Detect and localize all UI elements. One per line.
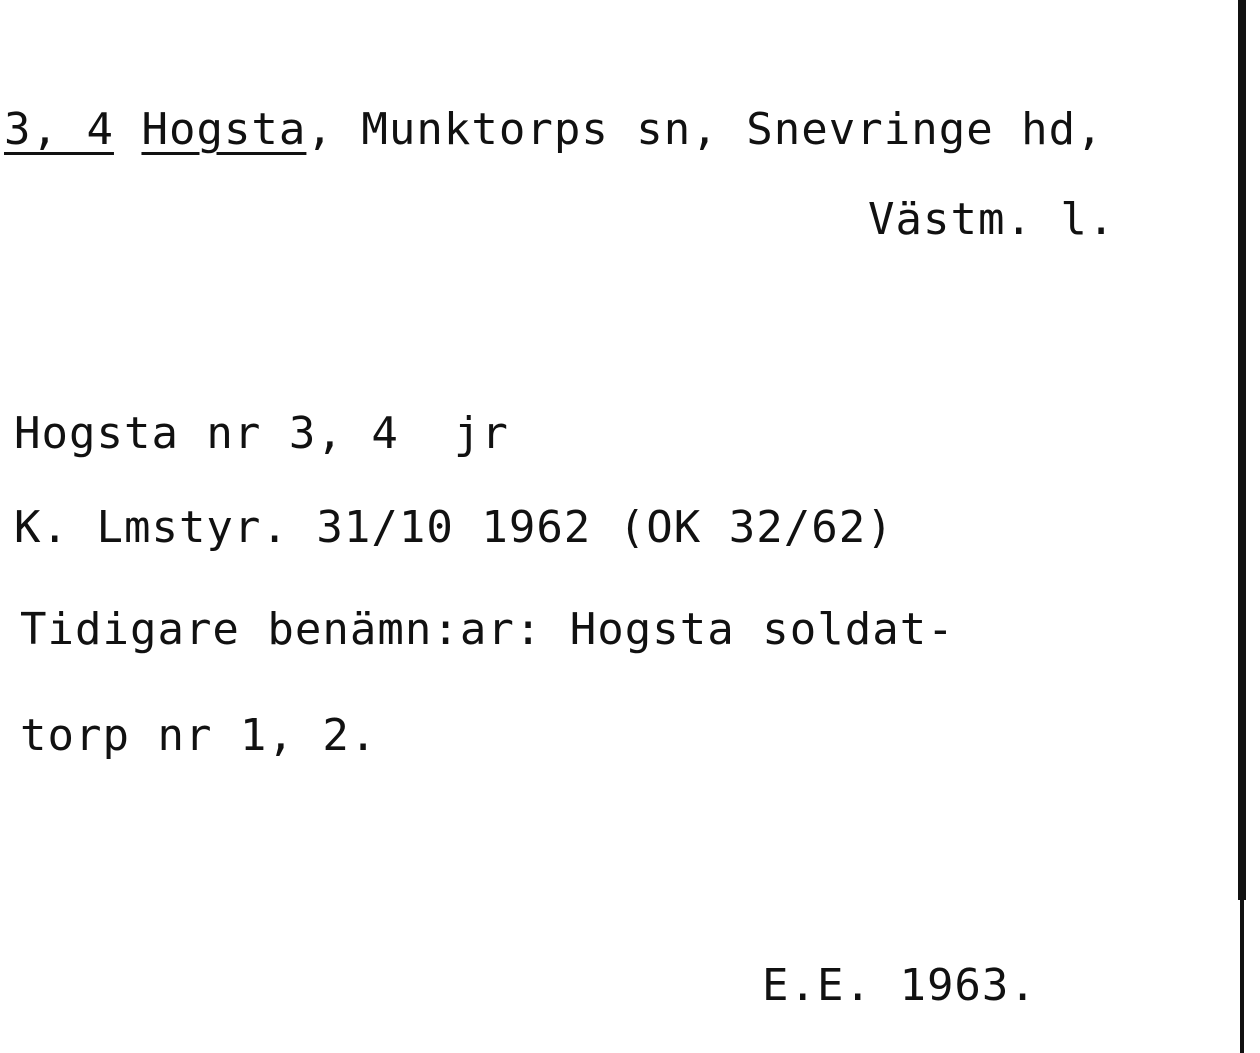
body-line-3: Tidigare benämn:ar: Hogsta soldat- xyxy=(20,604,955,655)
header-number: 3, 4 xyxy=(4,104,114,155)
card-edge-line-lower xyxy=(1240,900,1244,1053)
card-header-line xyxy=(4,104,1104,155)
body-line-2: K. Lmstyr. 31/10 1962 (OK 32/62) xyxy=(14,502,894,553)
header-county: Västm. l. xyxy=(868,194,1116,245)
header-parish-district: , Munktorps sn, Snevringe hd, xyxy=(306,104,1104,155)
signature-date: E.E. 1963. xyxy=(762,960,1037,1011)
card-edge-line xyxy=(1238,0,1246,900)
header-place-name: Hogsta xyxy=(141,104,307,155)
body-line-1: Hogsta nr 3, 4 jr xyxy=(14,408,509,459)
body-line-4: torp nr 1, 2. xyxy=(20,710,378,761)
